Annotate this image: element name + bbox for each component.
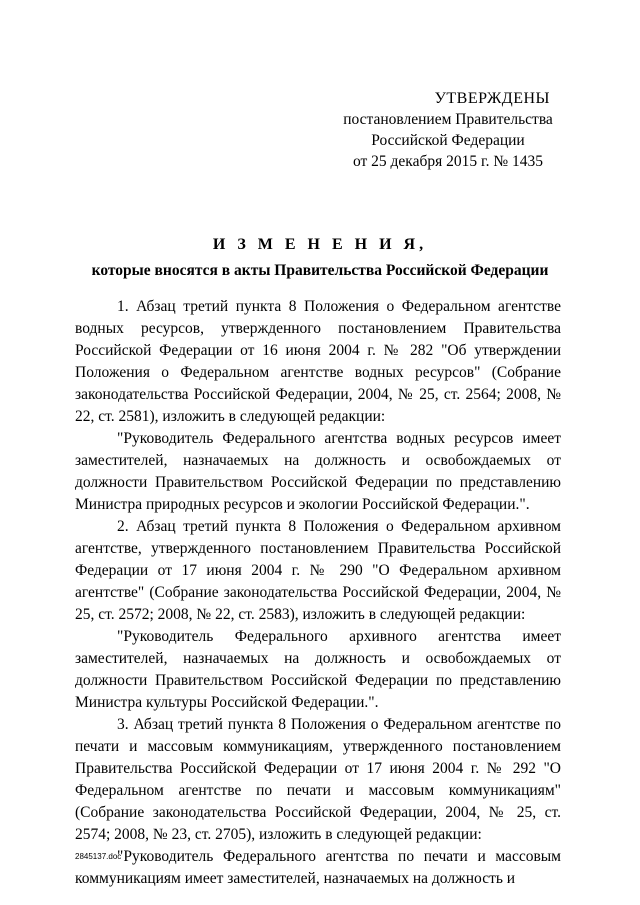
approval-line-1: постановлением Правительства — [343, 111, 553, 128]
document-subheading: которые вносятся в акты Правительства Российской Федерации — [91, 262, 549, 279]
paragraph-6: "Руководитель Федерального агентства по печати и массовым коммуникациям имеет заместителей, назначаемых на должность и — [75, 848, 561, 887]
approval-block — [318, 88, 578, 172]
paragraph-3: 2. Абзац третий пункта 8 Положения о Федеральном архивном агентстве, утвержденного постановлением Правительства Российской Федерации от 17 июня 2004 г. № 290 "О Федеральном архивном агентстве" (Собрание законодательства Российской Федерации, 2004, № 25, ст. 2572; 2008, № 22, ст. 2583), изложить в следующей редакции: — [75, 518, 561, 623]
paragraph-2: "Руководитель Федерального агентства водных ресурсов имеет заместителей, назначаемых на должность и освобождаемых от должности Правительством Российской Федерации по представлению Министра природных ресурсов и экологии Российской Федерации.". — [75, 430, 561, 513]
approval-line-2: Российской Федерации — [371, 132, 525, 149]
approval-line-3: от 25 декабря 2015 г. № 1435 — [352, 153, 544, 170]
document-heading: И З М Е Н Е Н И Я, — [212, 236, 428, 253]
paragraph-4: "Руководитель Федерального архивного агентства имеет заместителей, назначаемых на должность и освобождаемых от должности Правительством Российской Федерации по представлению Министра культуры Российской Федерации.". — [75, 628, 561, 711]
paragraph-1: 1. Абзац третий пункта 8 Положения о Федеральном агентстве водных ресурсов, утвержденного постановлением Правительства Российской Федерации от 16 июня 2004 г. № 282 "Об утверждении Положения о Федеральном агентстве водных ресурсов" (Собрание законодательства Российской Федерации, 2004, № 25, ст. 2564; 2008, № 22, ст. 2581), изложить в следующей редакции: — [75, 298, 561, 425]
footer-filename: 2845137.doc — [75, 852, 122, 861]
approval-title: УТВЕРЖДЕНЫ — [434, 90, 550, 107]
document-body — [75, 296, 561, 890]
paragraph-5: 3. Абзац третий пункта 8 Положения о Федеральном агентстве по печати и массовым коммуникациям, утвержденного постановлением Правительства Российской Федерации от 17 июня 2004 г. № 292 "О Федеральном агентстве по печати и массовым коммуникациям" (Собрание законодательства Российской Федерации, 2004, № 25, ст. 2574; 2008, № 23, ст. 2705), изложить в следующей редакции: — [75, 716, 561, 843]
